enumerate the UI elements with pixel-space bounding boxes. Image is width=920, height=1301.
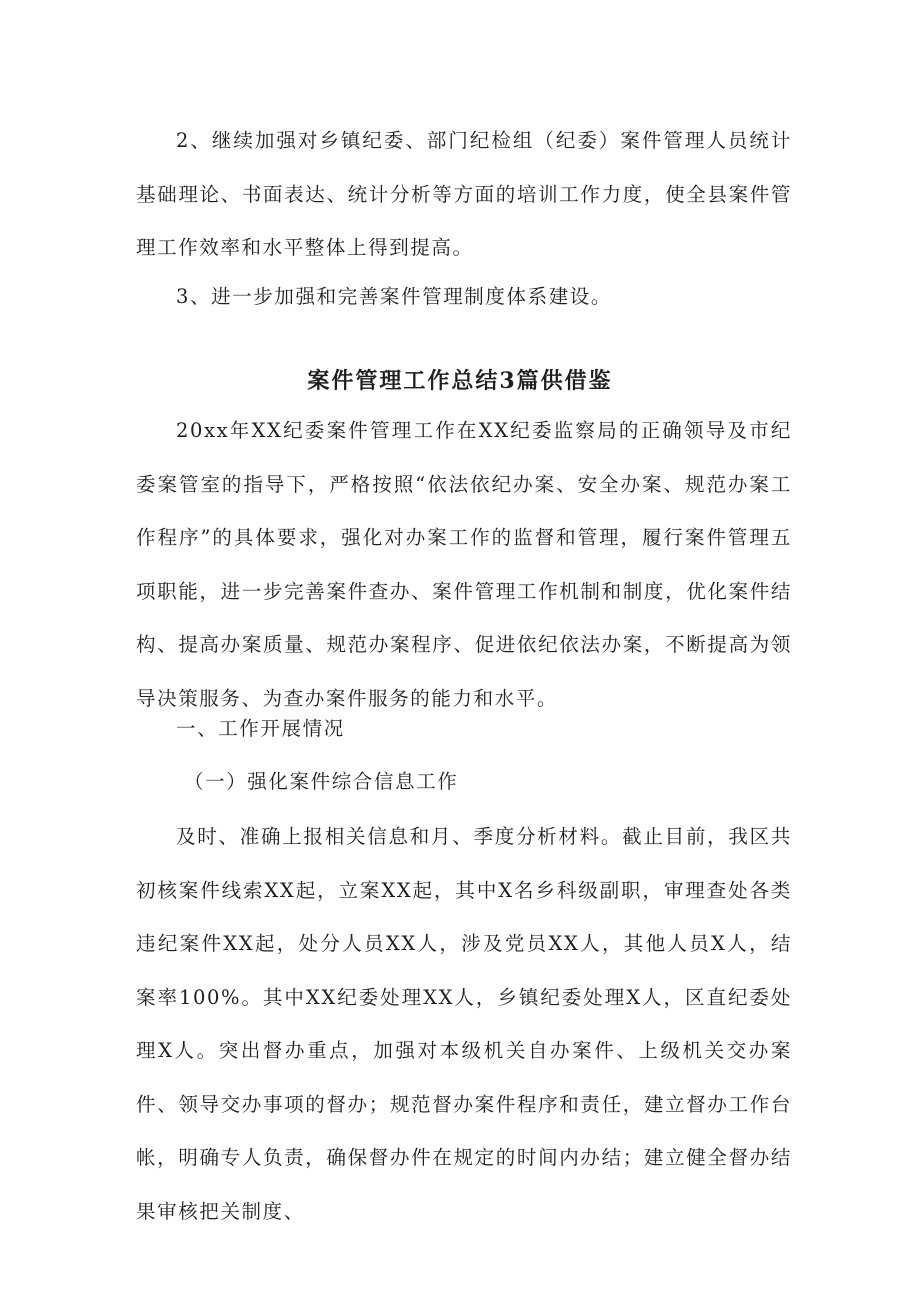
paragraph-item-3: 3、进一步加强和完善案件管理制度体系建设。 bbox=[176, 285, 613, 308]
body-paragraph: 及时、准确上报相关信息和月、季度分析材料。截止目前，我区共初核案件线索XX起，立案XX起，其中X名乡科级副职，审理查处各类违纪案件XX起，处分人员XX人，涉及党员XX人，其他人员X人，结案率100%。其中XX纪委处理XX人，乡镇纪委处理X人，区直纪委处理X人。突出督办重点，加强对本级机关自办案件、上级机关交办案件、领导交办事项的督办；规范督办案件程序和责任，建立督办工作台帐，明确专人负责，确保督办件在规定的时间内办结；建立健全督办结果审核把关制度、 bbox=[136, 825, 792, 1223]
paragraph-item-2: 2、继续加强对乡镇纪委、部门纪检组（纪委）案件管理人员统计基础理论、书面表达、统计分析等方面的培训工作力度，使全县案件管理工作效率和水平整体上得到提高。 bbox=[136, 129, 792, 259]
subsection-heading: （一）强化案件综合信息工作 bbox=[184, 770, 459, 793]
document-title: 案件管理工作总结3篇供借鉴 bbox=[307, 368, 613, 394]
intro-paragraph: 20xx年XX纪委案件管理工作在XX纪委监察局的正确领导及市纪委案管室的指导下，严格按照“依法依纪办案、安全办案、规范办案工作程序”的具体要求，强化对办案工作的监督和管理，履行案件管理五项职能，进一步完善案件查办、案件管理工作机制和制度，优化案件结构、提高办案质量、规范办案程序、促进依纪依法办案，不断提高为领导决策服务、为查办案件服务的能力和水平。 bbox=[136, 419, 792, 710]
section-heading: 一、工作开展情况 bbox=[176, 717, 345, 740]
